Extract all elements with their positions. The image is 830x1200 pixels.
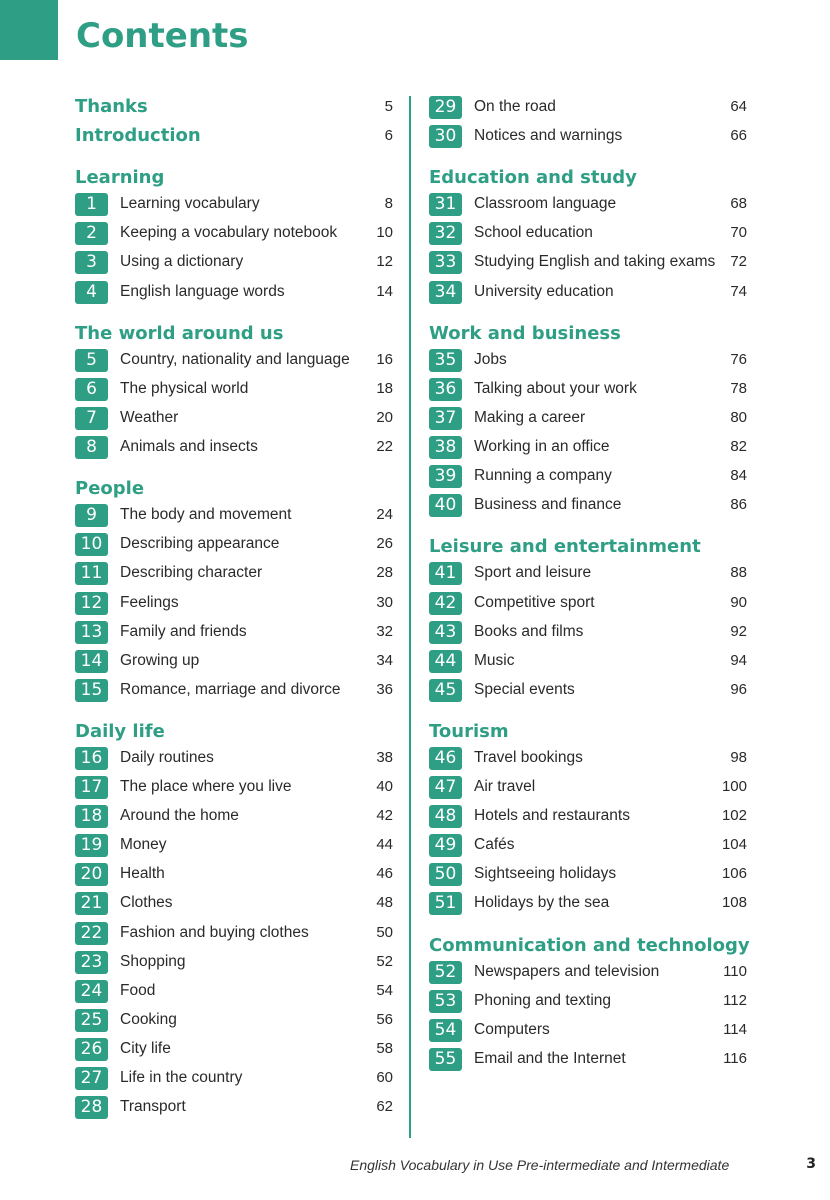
contents-entry[interactable] xyxy=(429,434,747,463)
unit-title: Fashion and buying clothes xyxy=(120,923,309,941)
contents-entry[interactable] xyxy=(75,1007,393,1036)
unit-title: Weather xyxy=(120,408,179,426)
unit-page-number: 32 xyxy=(376,622,393,640)
unit-title: Travel bookings xyxy=(474,748,583,766)
unit-title: Special events xyxy=(474,680,575,698)
unit-number-badge: 26 xyxy=(75,1038,108,1061)
column-divider xyxy=(409,96,411,1138)
unit-title: Transport xyxy=(120,1098,186,1116)
contents-entry[interactable] xyxy=(75,1036,393,1065)
unit-page-number: 70 xyxy=(730,224,747,242)
front-matter-page-number: 5 xyxy=(384,98,393,115)
unit-title: Computers xyxy=(474,1020,550,1038)
unit-title: The physical world xyxy=(120,379,249,397)
unit-number-badge: 22 xyxy=(75,922,108,945)
unit-number-badge: 27 xyxy=(75,1067,108,1090)
unit-title: Country, nationality and language xyxy=(120,350,350,368)
unit-page-number: 16 xyxy=(376,350,393,368)
contents-entry[interactable] xyxy=(75,279,393,308)
contents-entry[interactable] xyxy=(429,191,747,220)
section-title: The world around us xyxy=(75,322,284,344)
unit-title: Cooking xyxy=(120,1010,177,1028)
contents-entry[interactable] xyxy=(75,1065,393,1094)
unit-page-number: 56 xyxy=(376,1010,393,1028)
unit-title: University education xyxy=(474,282,614,300)
unit-title: Growing up xyxy=(120,651,200,669)
contents-column-right xyxy=(429,94,750,1075)
contents-entry[interactable] xyxy=(429,988,747,1017)
unit-number-badge: 8 xyxy=(75,436,108,459)
unit-title: Food xyxy=(120,981,156,999)
unit-number-badge: 4 xyxy=(75,281,108,304)
unit-number-badge: 43 xyxy=(429,621,462,644)
section-title: People xyxy=(75,478,145,500)
section-title: Tourism xyxy=(429,720,509,742)
contents-entry[interactable] xyxy=(75,376,393,405)
unit-number-badge: 11 xyxy=(75,562,108,585)
unit-title: Email and the Internet xyxy=(474,1049,626,1067)
front-matter-entry[interactable] xyxy=(75,123,393,152)
section-heading xyxy=(75,716,393,745)
contents-entry[interactable] xyxy=(75,832,393,861)
unit-number-badge: 28 xyxy=(75,1096,108,1119)
contents-entry[interactable] xyxy=(429,492,747,521)
unit-page-number: 72 xyxy=(730,253,747,271)
contents-entry[interactable] xyxy=(429,347,747,376)
unit-number-badge: 40 xyxy=(429,494,462,517)
unit-title: Notices and warnings xyxy=(474,127,623,145)
section-heading xyxy=(429,531,747,560)
unit-page-number: 8 xyxy=(384,195,393,213)
contents-entry[interactable] xyxy=(75,434,393,463)
unit-page-number: 94 xyxy=(730,651,747,669)
unit-title: Hotels and restaurants xyxy=(474,807,630,825)
unit-page-number: 18 xyxy=(376,379,393,397)
unit-title: Keeping a vocabulary notebook xyxy=(120,224,338,242)
unit-number-badge: 44 xyxy=(429,650,462,673)
unit-title: Cafés xyxy=(474,836,515,854)
unit-number-badge: 6 xyxy=(75,378,108,401)
unit-title: Phoning and texting xyxy=(474,991,612,1009)
section-heading xyxy=(429,162,747,191)
unit-page-number: 114 xyxy=(723,1020,747,1038)
unit-page-number: 116 xyxy=(723,1049,747,1067)
unit-title: Using a dictionary xyxy=(120,253,244,271)
unit-title: Music xyxy=(474,651,515,669)
unit-number-badge: 1 xyxy=(75,193,108,216)
unit-number-badge: 45 xyxy=(429,679,462,702)
unit-title: Running a company xyxy=(474,467,612,485)
unit-number-badge: 38 xyxy=(429,436,462,459)
unit-number-badge: 29 xyxy=(429,96,462,119)
unit-page-number: 76 xyxy=(730,350,747,368)
contents-entry[interactable] xyxy=(429,94,747,123)
contents-entry[interactable] xyxy=(75,502,393,531)
unit-number-badge: 3 xyxy=(75,251,108,274)
section-heading xyxy=(75,318,393,347)
unit-page-number: 96 xyxy=(730,680,747,698)
unit-title: School education xyxy=(474,224,593,242)
unit-page-number: 108 xyxy=(721,894,747,912)
unit-title: Daily routines xyxy=(120,748,214,766)
unit-title: Working in an office xyxy=(474,438,610,456)
unit-number-badge: 20 xyxy=(75,863,108,886)
section-title: Communication and technology xyxy=(429,934,750,956)
unit-title: The place where you live xyxy=(120,778,292,796)
unit-page-number: 40 xyxy=(376,778,393,796)
contents-entry[interactable] xyxy=(429,405,747,434)
unit-page-number: 26 xyxy=(376,535,393,553)
contents-entry[interactable] xyxy=(429,832,747,861)
contents-entry[interactable] xyxy=(429,774,747,803)
contents-column-left xyxy=(75,94,393,1123)
section-heading xyxy=(429,318,747,347)
contents-entry[interactable] xyxy=(75,648,393,677)
unit-page-number: 74 xyxy=(730,282,747,300)
unit-title: Talking about your work xyxy=(474,379,637,397)
unit-page-number: 42 xyxy=(376,807,393,825)
contents-entry[interactable] xyxy=(75,803,393,832)
section-title: Learning xyxy=(75,167,165,189)
unit-number-badge: 36 xyxy=(429,378,462,401)
unit-title: Newspapers and television xyxy=(474,962,660,980)
unit-title: Holidays by the sea xyxy=(474,894,610,912)
unit-title: Around the home xyxy=(120,807,239,825)
unit-page-number: 10 xyxy=(376,224,393,242)
contents-entry[interactable] xyxy=(429,677,747,706)
contents-entry[interactable] xyxy=(429,590,747,619)
contents-entry[interactable] xyxy=(429,560,747,589)
unit-number-badge: 35 xyxy=(429,349,462,372)
unit-page-number: 24 xyxy=(376,506,393,524)
unit-number-badge: 25 xyxy=(75,1009,108,1032)
unit-number-badge: 15 xyxy=(75,679,108,702)
unit-page-number: 28 xyxy=(376,564,393,582)
section-title: Education and study xyxy=(429,167,637,189)
contents-entry[interactable] xyxy=(75,347,393,376)
contents-entry[interactable] xyxy=(429,803,747,832)
unit-page-number: 12 xyxy=(376,253,393,271)
unit-title: Family and friends xyxy=(120,622,247,640)
contents-entry[interactable] xyxy=(75,978,393,1007)
unit-page-number: 100 xyxy=(721,778,747,796)
unit-number-badge: 23 xyxy=(75,951,108,974)
unit-number-badge: 55 xyxy=(429,1048,462,1071)
unit-page-number: 46 xyxy=(376,865,393,883)
unit-title: Classroom language xyxy=(474,195,617,213)
unit-page-number: 106 xyxy=(721,865,747,883)
unit-number-badge: 18 xyxy=(75,805,108,828)
contents-entry[interactable] xyxy=(429,1046,747,1075)
unit-page-number: 34 xyxy=(376,651,393,669)
contents-entry[interactable] xyxy=(429,959,747,988)
section-heading xyxy=(75,473,393,502)
contents-entry[interactable] xyxy=(429,1017,747,1046)
contents-entry[interactable] xyxy=(75,405,393,434)
front-matter-title: Introduction xyxy=(75,125,201,147)
unit-title: Shopping xyxy=(120,952,186,970)
contents-entry[interactable] xyxy=(429,745,747,774)
unit-number-badge: 21 xyxy=(75,892,108,915)
contents-entry[interactable] xyxy=(429,890,747,919)
unit-page-number: 38 xyxy=(376,748,393,766)
unit-number-badge: 53 xyxy=(429,990,462,1013)
section-heading xyxy=(429,716,747,745)
unit-page-number: 82 xyxy=(730,438,747,456)
unit-number-badge: 7 xyxy=(75,407,108,430)
unit-page-number: 104 xyxy=(721,836,747,854)
unit-title: Health xyxy=(120,865,165,883)
unit-title: Clothes xyxy=(120,894,173,912)
footer-page-number: 3 xyxy=(806,1156,816,1172)
unit-page-number: 54 xyxy=(376,981,393,999)
unit-number-badge: 14 xyxy=(75,650,108,673)
unit-number-badge: 16 xyxy=(75,747,108,770)
unit-number-badge: 5 xyxy=(75,349,108,372)
contents-entry[interactable] xyxy=(429,279,747,308)
unit-number-badge: 13 xyxy=(75,621,108,644)
unit-page-number: 48 xyxy=(376,894,393,912)
unit-title: Jobs xyxy=(474,350,507,368)
unit-title: Making a career xyxy=(474,408,586,426)
unit-page-number: 68 xyxy=(730,195,747,213)
section-title: Work and business xyxy=(429,322,621,344)
unit-page-number: 98 xyxy=(730,748,747,766)
section-title: Daily life xyxy=(75,720,165,742)
contents-entry[interactable] xyxy=(75,920,393,949)
contents-entry[interactable] xyxy=(75,677,393,706)
unit-number-badge: 32 xyxy=(429,222,462,245)
unit-title: Feelings xyxy=(120,593,179,611)
unit-page-number: 52 xyxy=(376,952,393,970)
page-title: Contents xyxy=(76,16,249,56)
unit-page-number: 22 xyxy=(376,438,393,456)
unit-number-badge: 48 xyxy=(429,805,462,828)
section-heading xyxy=(429,930,750,959)
unit-title: Business and finance xyxy=(474,496,622,514)
unit-title: Studying English and taking exams xyxy=(474,253,716,271)
unit-number-badge: 41 xyxy=(429,562,462,585)
unit-title: Learning vocabulary xyxy=(120,195,260,213)
unit-page-number: 64 xyxy=(730,98,747,115)
unit-page-number: 44 xyxy=(376,836,393,854)
contents-entry[interactable] xyxy=(429,861,747,890)
unit-page-number: 102 xyxy=(721,807,747,825)
unit-number-badge: 2 xyxy=(75,222,108,245)
unit-title: Describing character xyxy=(120,564,263,582)
unit-page-number: 58 xyxy=(376,1039,393,1057)
footer-book-title: English Vocabulary in Use Pre-intermediate and Intermediate xyxy=(350,1157,730,1173)
unit-number-badge: 31 xyxy=(429,193,462,216)
front-matter-entry[interactable] xyxy=(75,94,393,123)
unit-number-badge: 12 xyxy=(75,592,108,615)
contents-entry[interactable] xyxy=(75,590,393,619)
unit-number-badge: 30 xyxy=(429,125,462,148)
unit-page-number: 36 xyxy=(376,680,393,698)
contents-entry[interactable] xyxy=(75,531,393,560)
contents-entry[interactable] xyxy=(75,1094,393,1123)
unit-title: Competitive sport xyxy=(474,593,595,611)
unit-title: On the road xyxy=(474,98,556,115)
unit-page-number: 60 xyxy=(376,1069,393,1086)
unit-number-badge: 37 xyxy=(429,407,462,430)
unit-page-number: 92 xyxy=(730,622,747,640)
contents-entry[interactable] xyxy=(75,220,393,249)
unit-number-badge: 54 xyxy=(429,1019,462,1042)
unit-title: Sightseeing holidays xyxy=(474,865,617,883)
unit-number-badge: 47 xyxy=(429,776,462,799)
corner-tab xyxy=(0,0,58,60)
unit-page-number: 14 xyxy=(376,282,393,300)
unit-title: Describing appearance xyxy=(120,535,280,553)
unit-number-badge: 33 xyxy=(429,251,462,274)
unit-title: Sport and leisure xyxy=(474,564,592,582)
unit-number-badge: 19 xyxy=(75,834,108,857)
contents-entry[interactable] xyxy=(75,191,393,220)
unit-number-badge: 50 xyxy=(429,863,462,886)
unit-page-number: 84 xyxy=(730,467,747,485)
unit-page-number: 50 xyxy=(376,923,393,941)
unit-page-number: 30 xyxy=(376,593,393,611)
contents-entry[interactable] xyxy=(75,949,393,978)
unit-page-number: 78 xyxy=(730,379,747,397)
unit-number-badge: 34 xyxy=(429,281,462,304)
unit-number-badge: 9 xyxy=(75,504,108,527)
front-matter-title: Thanks xyxy=(75,96,148,117)
unit-title: English language words xyxy=(120,282,285,300)
contents-entry[interactable] xyxy=(429,463,747,492)
unit-title: Life in the country xyxy=(120,1069,243,1086)
unit-page-number: 90 xyxy=(730,593,747,611)
contents-entry[interactable] xyxy=(75,774,393,803)
unit-page-number: 66 xyxy=(730,127,747,145)
unit-number-badge: 17 xyxy=(75,776,108,799)
contents-entry[interactable] xyxy=(429,249,747,278)
unit-number-badge: 24 xyxy=(75,980,108,1003)
unit-title: City life xyxy=(120,1039,171,1057)
contents-entry[interactable] xyxy=(429,220,747,249)
unit-page-number: 112 xyxy=(723,991,747,1009)
contents-entry[interactable] xyxy=(429,123,747,152)
unit-page-number: 86 xyxy=(730,496,747,514)
unit-title: Animals and insects xyxy=(120,438,258,456)
unit-page-number: 80 xyxy=(730,408,747,426)
contents-entry[interactable] xyxy=(429,619,747,648)
unit-title: Money xyxy=(120,836,167,854)
unit-number-badge: 49 xyxy=(429,834,462,857)
section-heading xyxy=(75,162,393,191)
contents-entry[interactable] xyxy=(75,861,393,890)
unit-number-badge: 46 xyxy=(429,747,462,770)
front-matter-page-number: 6 xyxy=(384,127,393,145)
unit-number-badge: 51 xyxy=(429,892,462,915)
contents-entry[interactable] xyxy=(75,560,393,589)
unit-title: Air travel xyxy=(474,778,536,796)
contents-entry[interactable] xyxy=(75,745,393,774)
unit-title: Romance, marriage and divorce xyxy=(120,680,341,698)
unit-number-badge: 42 xyxy=(429,592,462,615)
unit-page-number: 62 xyxy=(376,1098,393,1116)
section-title: Leisure and entertainment xyxy=(429,536,701,558)
unit-page-number: 88 xyxy=(730,564,747,582)
contents-entry[interactable] xyxy=(75,619,393,648)
unit-number-badge: 52 xyxy=(429,961,462,984)
unit-title: Books and films xyxy=(474,622,584,640)
contents-entry[interactable] xyxy=(75,890,393,919)
unit-page-number: 110 xyxy=(723,962,747,980)
unit-title: The body and movement xyxy=(120,506,292,524)
contents-entry[interactable] xyxy=(75,249,393,278)
unit-number-badge: 39 xyxy=(429,465,462,488)
unit-page-number: 20 xyxy=(376,408,393,426)
contents-entry[interactable] xyxy=(429,376,747,405)
unit-number-badge: 10 xyxy=(75,533,108,556)
contents-entry[interactable] xyxy=(429,648,747,677)
